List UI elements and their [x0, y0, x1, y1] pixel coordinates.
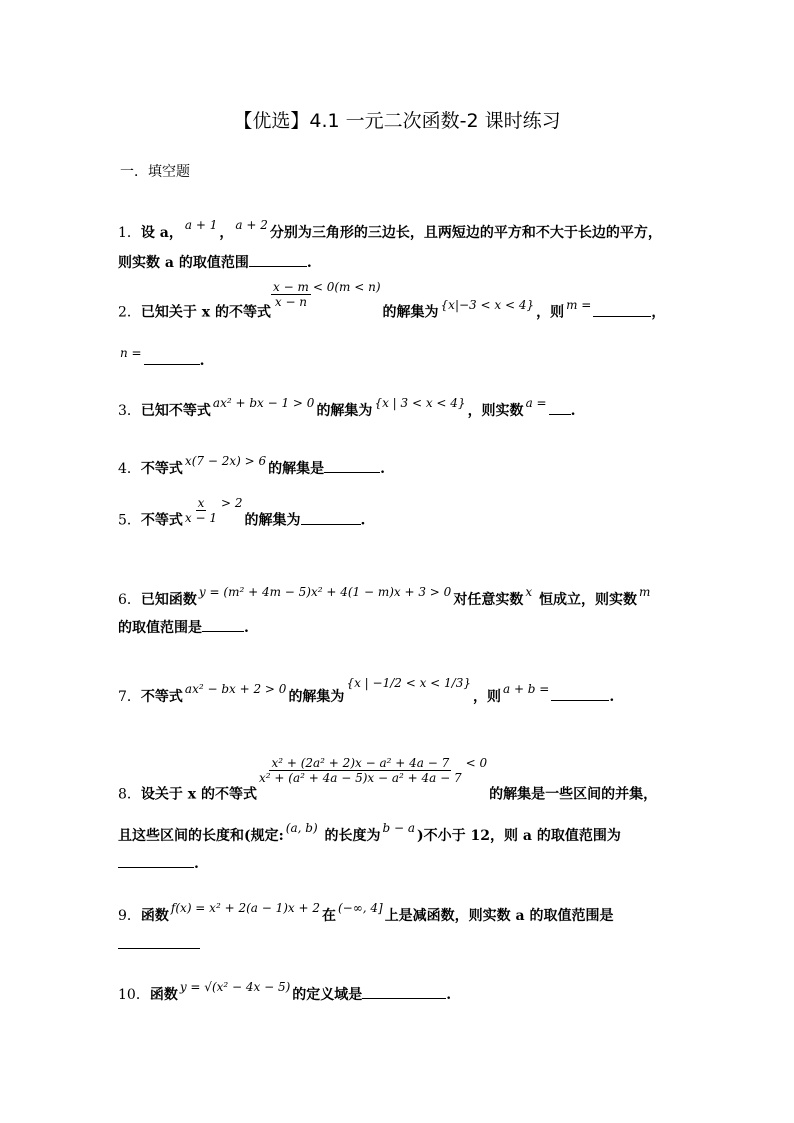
question-6: 6．已知函数 y = (m² + 4m − 5)x² + 4(1 − m)x + 3 > 0 对任意实数 x 恒成立，则实数 m: [118, 585, 651, 608]
question-2-line2: n = .: [120, 346, 205, 369]
math-fraction: $\frac{x}{x - 1}$: [184, 496, 218, 525]
question-8-line2: 且这些区间的长度和(规定: (a, b) 的长度为 b − a )不小于 12，则 a 的取值范围为: [118, 821, 621, 844]
question-5: 5．不等式 $\frac{x}{x - 1}$ > 2的解集为 .: [118, 495, 366, 529]
answer-blank[interactable]: [202, 617, 244, 632]
answer-blank[interactable]: [324, 458, 380, 473]
answer-blank[interactable]: [249, 252, 307, 267]
question-6-line2: 的取值范围是 .: [118, 617, 249, 637]
question-1: 1．设 a， a + 1 ， a + 2 分别为三角形的三边长，且两短边的平方和不大于长边的平方，: [118, 218, 662, 241]
question-1-line2: 则实数 a 的取值范围 .: [118, 252, 312, 272]
question-9: 9．函数 f(x) = x² + 2(a − 1)x + 2 在 (−∞, 4] 上是减函数，则实数 a 的取值范围是: [118, 901, 614, 924]
answer-blank[interactable]: [362, 984, 446, 999]
answer-blank-m[interactable]: [593, 302, 651, 317]
answer-blank[interactable]: [118, 934, 200, 949]
question-4: 4．不等式 x(7 − 2x) > 6 的解集是 .: [118, 454, 385, 477]
answer-blank[interactable]: [549, 400, 571, 415]
question-8: 8．设关于 x 的不等式 $\frac{\text{x² + (2a² + 2)x − a² + 4a − 7}}{\text{x² + (a² + 4a − 5)x − a² + 4a − 7}}$ < 0的解集是一些区间的并集，: [118, 755, 658, 803]
math-fraction: $\frac{x - m}{x - n}$: [273, 280, 309, 309]
question-2: 2．已知关于 x 的不等式 $\frac{x - m}{x - n}$ < 0(m < n)的解集为 {x|−3 < x < 4} ，则 m = ，: [118, 279, 666, 321]
answer-blank-n[interactable]: [144, 350, 200, 365]
answer-blank[interactable]: [301, 510, 361, 525]
answer-blank[interactable]: [551, 686, 609, 701]
question-7: 7．不等式 ax² − bx + 2 > 0 的解集为{x | −1/2 < x < 1/3}，则 a + b = .: [118, 676, 615, 705]
question-8-line3: .: [118, 853, 199, 872]
math-fraction: $\frac{\text{x² + (2a² + 2)x − a² + 4a − 7}}{\text{x² + (a² + 4a − 5)x − a² + 4a − 7}}$: [259, 756, 462, 785]
question-9-line2: [118, 934, 200, 953]
section-heading: 一．填空题: [120, 164, 190, 180]
question-3: 3．已知不等式 ax² + bx − 1 > 0 的解集为 {x | 3 < x < 4} ，则实数 a = .: [118, 396, 576, 419]
question-10: 10．函数 y = √(x² − 4x − 5) 的定义域是 .: [118, 980, 452, 1003]
answer-blank[interactable]: [118, 853, 194, 868]
page-title: 【优选】4.1 一元二次函数-2 课时练习: [233, 110, 561, 132]
